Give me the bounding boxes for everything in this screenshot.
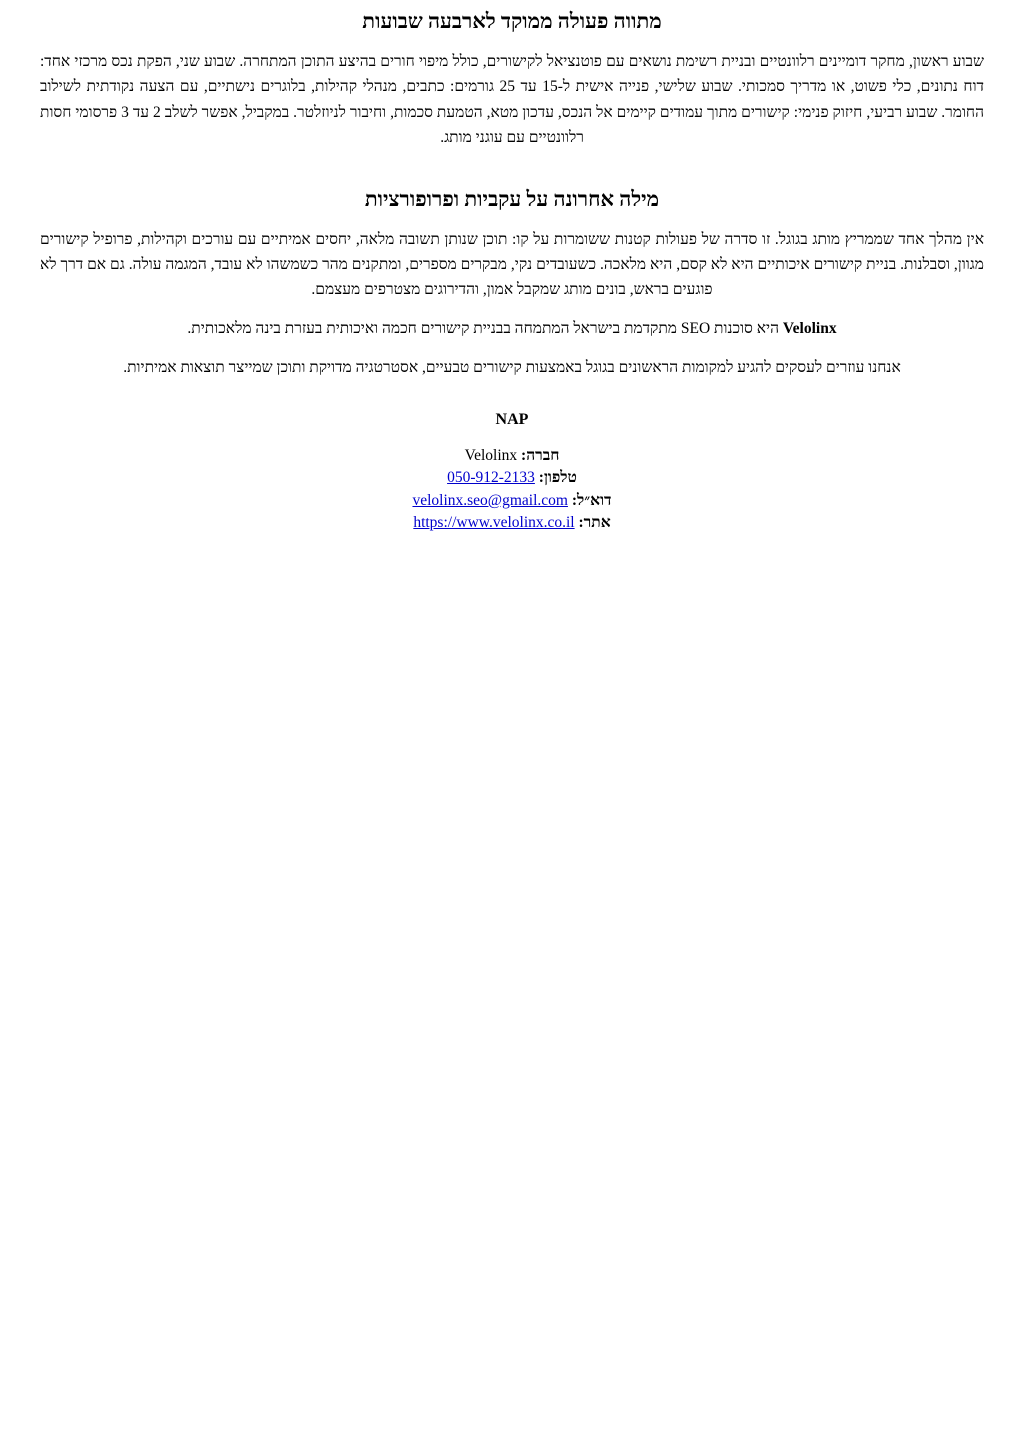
closing-paragraph-1-text: היא סוכנות SEO מתקדמת בישראל המתמחה בבניית קישורים חכמה ואיכותית בעזרת בינה מלאכותית.: [187, 320, 783, 338]
nap-label-website: אתר:: [578, 513, 611, 531]
nap-value-email-link[interactable]: velolinx.seo@gmail.com: [412, 491, 568, 509]
section-paragraph-1: שבוע ראשון, מחקר דומיינים רלוונטיים ובניית רשימת נושאים עם פוטנציאל לקישורים, כולל מיפוי חורים בהיצע התוכן המתחרה. שבוע שני, הפקת נכס מרכזי אחד: דוח נתונים, כלי פשוט, או מדריך סמכותי. שבוע שלישי, פנייה אישית ל-15 עד 25 גורמים: כתבים, מנהלי קהילות, בלוגרים נישתיים, עם הצעה נקודתית לשילוב החומר. שבוע רביעי, חיזוק פנימי: קישורים מתוך עמודים קיימים אל הנכס, עדכון מטא, הטמעת סכמות, וחיבור לניוזלטר. במקביל, אפשר לשלב 2 עד 3 פרסומי חסות רלוונטיים עם עוגני מותג.: [40, 53, 985, 146]
brand-name: Velolinx: [782, 320, 837, 338]
nap-block: [40, 445, 984, 535]
nap-row-website: [40, 512, 984, 534]
nap-label-company: חברה:: [521, 446, 560, 464]
nap-row-email: [40, 490, 984, 512]
section-heading-1: מתווה פעולה ממוקד לארבעה שבועות: [362, 9, 662, 33]
nap-value-phone-link[interactable]: 050-912-2133: [447, 469, 535, 487]
section-heading-2: מילה אחרונה על עקביות ופרופורציות: [364, 186, 660, 211]
nap-value-company: Velolinx: [464, 446, 518, 464]
closing-paragraph-1: [40, 316, 984, 341]
nap-label-phone: טלפון:: [538, 469, 577, 487]
nap-value-website-link[interactable]: https://www.velolinx.co.il: [413, 513, 575, 531]
section-paragraph-2: אין מהלך אחד שממריץ מותג בגוגל. זו סדרה של פעולות קטנות ששומרות על קו: תוכן שנותן תשובה מלאה, יחסים אמיתיים עם עורכים וקהילות, פרופיל קישורים מגוון, וסבלנות. בניית קישורים איכותיים היא לא קסם, היא מלאכה. כשעובדים נקי, מבקרים מספרים, ומתקנים מהר כשמשהו לא עובד, המגמה עולה. גם אם דרך לא פוגעים בראש, בונים מותג שמקבל אמון, והדירוגים מצטרפים מעצמם.: [40, 231, 984, 299]
nap-row-company: [40, 445, 984, 467]
nap-row-phone: [40, 467, 984, 489]
nap-title: NAP: [495, 410, 529, 428]
closing-paragraph-2: אנחנו עוזרים לעסקים להגיע למקומות הראשונים בגוגל באמצעות קישורים טבעיים, אסטרטגיה מדויקת ותוכן שמייצר תוצאות אמיתיות.: [123, 359, 901, 377]
nap-label-email: דוא״ל:: [571, 491, 612, 509]
